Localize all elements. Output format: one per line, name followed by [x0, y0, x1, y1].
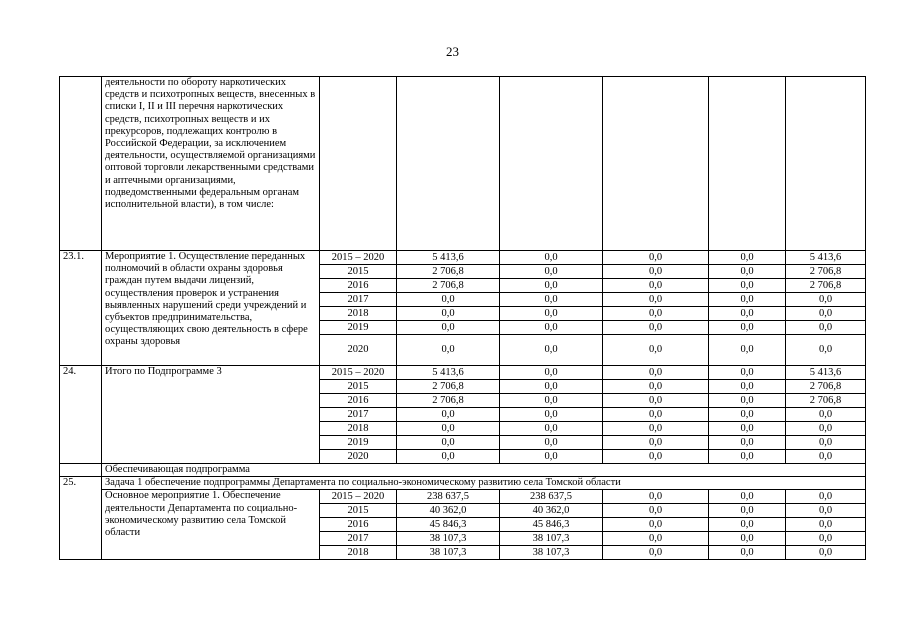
value-cell: 0,0 — [786, 293, 866, 307]
value-cell: 0,0 — [397, 422, 500, 436]
value-cell: 2 706,8 — [786, 380, 866, 394]
value-cell: 40 362,0 — [397, 504, 500, 518]
value-cell: 0,0 — [500, 450, 603, 464]
year-cell: 2015 – 2020 — [320, 490, 397, 504]
value-cell: 0,0 — [500, 265, 603, 279]
measure-description: Мероприятие 1. Осуществление переданных полномочий в области охраны здоровья граждан путем выдачи лицензий, осуществления проверок и устранения выявленных нарушений среди учреждений и субъектов предпринимательства, осуществляющих свою деятельность в сфере охраны здоровья — [102, 251, 320, 366]
value-cell: 0,0 — [397, 321, 500, 335]
value-cell: 0,0 — [603, 422, 709, 436]
value-cell: 0,0 — [786, 335, 866, 366]
value-cell: 0,0 — [500, 293, 603, 307]
value-cell: 0,0 — [397, 436, 500, 450]
value-cell: 5 413,6 — [397, 251, 500, 265]
value-cell: 0,0 — [500, 408, 603, 422]
value-cell: 0,0 — [603, 546, 709, 560]
year-cell: 2015 – 2020 — [320, 366, 397, 380]
value-cell: 38 107,3 — [500, 532, 603, 546]
year-cell: 2015 – 2020 — [320, 251, 397, 265]
year-cell: 2016 — [320, 518, 397, 532]
task-row — [60, 477, 866, 490]
value-cell: 45 846,3 — [500, 518, 603, 532]
year-cell: 2018 — [320, 307, 397, 321]
value-cell: 0,0 — [397, 450, 500, 464]
value-cell: 0,0 — [709, 335, 786, 366]
value-cell: 0,0 — [709, 546, 786, 560]
year-cell: 2018 — [320, 546, 397, 560]
value-cell: 0,0 — [709, 518, 786, 532]
value-cell: 0,0 — [709, 490, 786, 504]
value-cell: 0,0 — [603, 436, 709, 450]
main-measure-description: Основное мероприятие 1. Обеспечение деятельности Департамента по социально-экономическому развитию села Томской области — [102, 490, 320, 560]
value-cell: 0,0 — [786, 504, 866, 518]
value-cell — [397, 77, 500, 251]
row-number: 24. — [60, 366, 102, 464]
value-cell: 0,0 — [709, 532, 786, 546]
value-cell: 0,0 — [786, 490, 866, 504]
value-cell: 0,0 — [709, 450, 786, 464]
value-cell: 0,0 — [500, 307, 603, 321]
value-cell: 2 706,8 — [397, 279, 500, 293]
year-cell: 2019 — [320, 436, 397, 450]
value-cell: 38 107,3 — [397, 532, 500, 546]
value-cell: 5 413,6 — [786, 251, 866, 265]
total-description: Итого по Подпрограмме 3 — [102, 366, 320, 464]
intro-description: деятельности по обороту наркотических средств и психотропных веществ, внесенных в списки I, II и III перечня наркотических средств, психотропных веществ и их прекурсоров, подлежащих контролю в Российской Федерации, за исключением деятельности, осуществляемой организациями оптовой торговли лекарственными средствами и аптечными организациями, подведомственными федеральным органам исполнительной власти), в том числе: — [102, 77, 320, 251]
value-cell: 0,0 — [709, 321, 786, 335]
value-cell: 0,0 — [500, 436, 603, 450]
value-cell: 2 706,8 — [397, 394, 500, 408]
value-cell: 0,0 — [603, 394, 709, 408]
value-cell: 2 706,8 — [397, 380, 500, 394]
value-cell: 0,0 — [786, 518, 866, 532]
value-cell: 0,0 — [786, 321, 866, 335]
value-cell: 5 413,6 — [786, 366, 866, 380]
value-cell: 38 107,3 — [500, 546, 603, 560]
value-cell: 0,0 — [603, 408, 709, 422]
year-cell: 2016 — [320, 279, 397, 293]
value-cell: 0,0 — [603, 321, 709, 335]
row-number-cell — [60, 464, 102, 477]
row-number: 23.1. — [60, 251, 102, 366]
value-cell: 238 637,5 — [500, 490, 603, 504]
value-cell: 0,0 — [709, 380, 786, 394]
table-row — [60, 251, 866, 265]
value-cell: 5 413,6 — [397, 366, 500, 380]
value-cell — [500, 77, 603, 251]
year-cell: 2017 — [320, 532, 397, 546]
year-cell: 2015 — [320, 380, 397, 394]
value-cell: 0,0 — [397, 293, 500, 307]
value-cell: 0,0 — [603, 293, 709, 307]
value-cell: 0,0 — [603, 279, 709, 293]
value-cell: 0,0 — [603, 450, 709, 464]
value-cell: 0,0 — [603, 380, 709, 394]
value-cell: 0,0 — [500, 321, 603, 335]
value-cell — [786, 77, 866, 251]
value-cell: 2 706,8 — [786, 394, 866, 408]
value-cell: 0,0 — [500, 279, 603, 293]
value-cell: 0,0 — [500, 366, 603, 380]
value-cell: 0,0 — [709, 504, 786, 518]
year-cell: 2019 — [320, 321, 397, 335]
value-cell: 0,0 — [786, 532, 866, 546]
value-cell: 0,0 — [786, 450, 866, 464]
year-cell: 2020 — [320, 335, 397, 366]
value-cell: 0,0 — [603, 265, 709, 279]
value-cell: 0,0 — [603, 532, 709, 546]
table-row — [60, 490, 866, 504]
value-cell: 40 362,0 — [500, 504, 603, 518]
row-number: 25. — [60, 477, 102, 560]
year-cell — [320, 77, 397, 251]
task-description: Задача 1 обеспечение подпрограммы Департамента по социально-экономическому развитию села Томской области — [102, 477, 866, 490]
value-cell — [709, 77, 786, 251]
value-cell: 0,0 — [603, 366, 709, 380]
value-cell: 0,0 — [786, 422, 866, 436]
value-cell: 0,0 — [500, 335, 603, 366]
year-cell: 2015 — [320, 504, 397, 518]
value-cell: 0,0 — [500, 422, 603, 436]
budget-table — [59, 76, 866, 560]
value-cell: 0,0 — [603, 307, 709, 321]
value-cell: 0,0 — [500, 380, 603, 394]
value-cell: 0,0 — [786, 307, 866, 321]
value-cell: 0,0 — [500, 394, 603, 408]
value-cell: 2 706,8 — [786, 279, 866, 293]
value-cell: 0,0 — [709, 293, 786, 307]
value-cell: 0,0 — [709, 394, 786, 408]
value-cell: 0,0 — [786, 546, 866, 560]
year-cell: 2015 — [320, 265, 397, 279]
section-heading: Обеспечивающая подпрограмма — [102, 464, 866, 477]
value-cell: 0,0 — [709, 436, 786, 450]
value-cell: 0,0 — [709, 408, 786, 422]
value-cell: 0,0 — [709, 265, 786, 279]
value-cell: 0,0 — [500, 251, 603, 265]
value-cell: 38 107,3 — [397, 546, 500, 560]
value-cell: 0,0 — [709, 251, 786, 265]
value-cell: 0,0 — [397, 408, 500, 422]
page-number: 23 — [446, 44, 459, 59]
value-cell: 0,0 — [397, 307, 500, 321]
section-heading-row — [60, 464, 866, 477]
value-cell: 2 706,8 — [397, 265, 500, 279]
value-cell: 0,0 — [603, 490, 709, 504]
value-cell: 0,0 — [603, 335, 709, 366]
value-cell: 0,0 — [397, 335, 500, 366]
value-cell — [603, 77, 709, 251]
value-cell: 0,0 — [786, 408, 866, 422]
value-cell: 0,0 — [786, 436, 866, 450]
value-cell: 0,0 — [603, 251, 709, 265]
value-cell: 0,0 — [709, 279, 786, 293]
year-cell: 2017 — [320, 408, 397, 422]
table-row — [60, 366, 866, 380]
value-cell: 238 637,5 — [397, 490, 500, 504]
value-cell: 0,0 — [603, 504, 709, 518]
value-cell: 2 706,8 — [786, 265, 866, 279]
year-cell: 2017 — [320, 293, 397, 307]
value-cell: 0,0 — [709, 422, 786, 436]
year-cell: 2020 — [320, 450, 397, 464]
year-cell: 2016 — [320, 394, 397, 408]
value-cell: 45 846,3 — [397, 518, 500, 532]
intro-row — [60, 77, 866, 251]
year-cell: 2018 — [320, 422, 397, 436]
value-cell: 0,0 — [603, 518, 709, 532]
value-cell: 0,0 — [709, 307, 786, 321]
row-number-cell — [60, 77, 102, 251]
value-cell: 0,0 — [709, 366, 786, 380]
